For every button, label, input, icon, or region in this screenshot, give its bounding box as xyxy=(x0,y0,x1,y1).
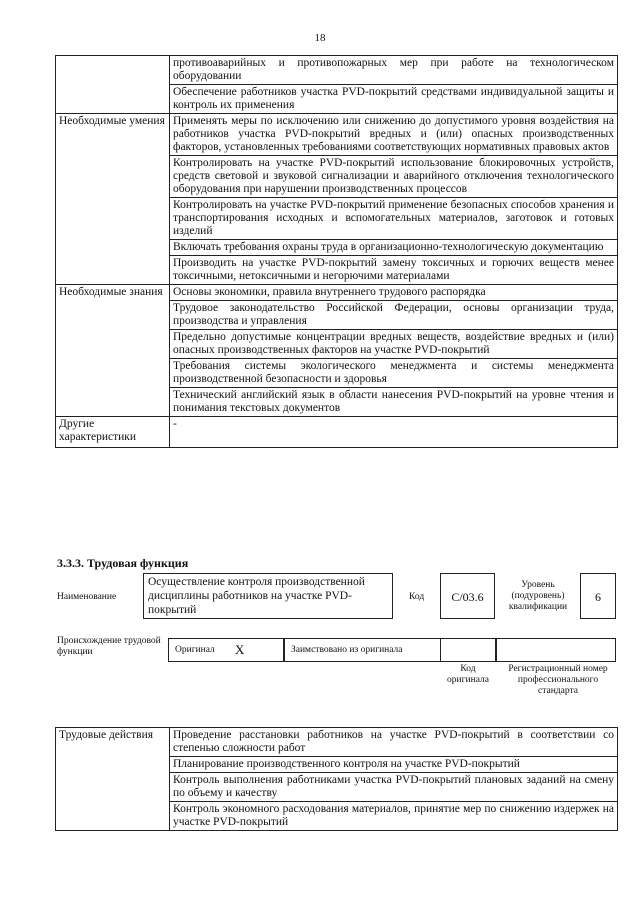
table-cell: Трудовое законодательство Российской Федерации, основы организации труда, производства и управления xyxy=(170,301,618,330)
table-cell: Включать требования охраны труда в организационно-технологическую документацию xyxy=(170,240,618,256)
name-label: Наименование xyxy=(57,592,117,602)
table-cell: Проведение расстановки работников на участке PVD-покрытий в соответствии со степенью сложности работ xyxy=(170,728,618,757)
original-mark: X xyxy=(235,642,245,657)
table-cell: противоаварийных и противопожарных мер при работе на технологическом оборудовании xyxy=(170,56,618,85)
row-label-skills: Необходимые умения xyxy=(56,114,170,285)
table-cell: Производить на участке PVD-покрытий замену токсичных и горючих веществ менее токсичными, нетоксичными и негорючими материалами xyxy=(170,256,618,285)
origin-label: Происхождение трудовой функции xyxy=(57,636,161,657)
table-cell: Планирование производственного контроля на участке PVD-покрытий xyxy=(170,757,618,773)
table-cell: - xyxy=(170,417,618,448)
row-label-actions: Трудовые действия xyxy=(56,728,170,831)
section-title: 3.3.3. Трудовая функция xyxy=(57,556,189,570)
code-original-box xyxy=(440,638,496,662)
level-label: Уровень (подуровень) квалификации xyxy=(508,580,568,612)
table-row xyxy=(56,114,618,156)
row-label xyxy=(56,56,170,114)
row-label-knowledge: Необходимые знания xyxy=(56,285,170,417)
level-box xyxy=(580,573,616,619)
code-original-label: Код оригинала xyxy=(447,664,489,685)
labor-actions-table xyxy=(55,727,618,831)
table-cell: Контроль выполнения работниками участка PVD-покрытий плановых заданий на смену по объему и качеству xyxy=(170,773,618,802)
table-cell: Контроль экономного расходования материалов, принятие мер по снижению издержек на участке PVD-покрытий xyxy=(170,802,618,831)
code-label: Код xyxy=(409,592,425,602)
reg-number-box xyxy=(496,638,616,662)
table-cell: Обеспечение работников участка PVD-покрытий средствами индивидуальной защиты и контроль их применения xyxy=(170,85,618,114)
table-row xyxy=(56,285,618,301)
borrowed-label: Заимствовано из оригинала xyxy=(291,645,403,655)
code-value: C/03.6 xyxy=(451,590,484,604)
table-cell: Предельно допустимые концентрации вредных веществ, воздействие вредных и (или) опасных производственных факторов на участке PVD-покрытий xyxy=(170,330,618,359)
table-cell: Технический английский язык в области нанесения PVD-покрытий на уровне чтения и понимания текстовых документов xyxy=(170,388,618,417)
table-cell: Требования системы экологического менеджмента и системы менеджмента производственной безопасности и здоровья xyxy=(170,359,618,388)
table-cell: Применять меры по исключению или снижению до допустимого уровня воздействия на работников участка PVD-покрытий вредных и (или) опасных производственных факторов, установленных требованиями соответствующих нормативных правовых актов xyxy=(170,114,618,156)
table-row xyxy=(56,417,618,448)
table-cell: Основы экономики, правила внутреннего трудового распорядка xyxy=(170,285,618,301)
original-box xyxy=(168,638,284,662)
original-label: Оригинал xyxy=(175,645,215,655)
table-cell: Контролировать на участке PVD-покрытий применение безопасных способов хранения и транспортирования исходных и вспомогательных материалов, заготовок и готовых изделий xyxy=(170,198,618,240)
table-row xyxy=(56,56,618,85)
table-row xyxy=(56,728,618,757)
table-cell: Контролировать на участке PVD-покрытий использование блокировочных устройств, средств световой и звуковой сигнализации и аварийного отключения технологического оборудования при нарушении производственных процессов xyxy=(170,156,618,198)
function-name-box xyxy=(143,573,393,619)
page-number: 18 xyxy=(314,32,326,44)
code-box xyxy=(440,573,495,619)
function-name: Осуществление контроля производственной дисциплины работников на участке PVD-покрытий xyxy=(148,576,365,616)
competency-table xyxy=(55,55,618,448)
level-value: 6 xyxy=(595,590,601,604)
reg-number-label: Регистрационный номер профессионального стандарта xyxy=(508,664,608,696)
row-label-other: Другие характеристики xyxy=(56,417,170,448)
